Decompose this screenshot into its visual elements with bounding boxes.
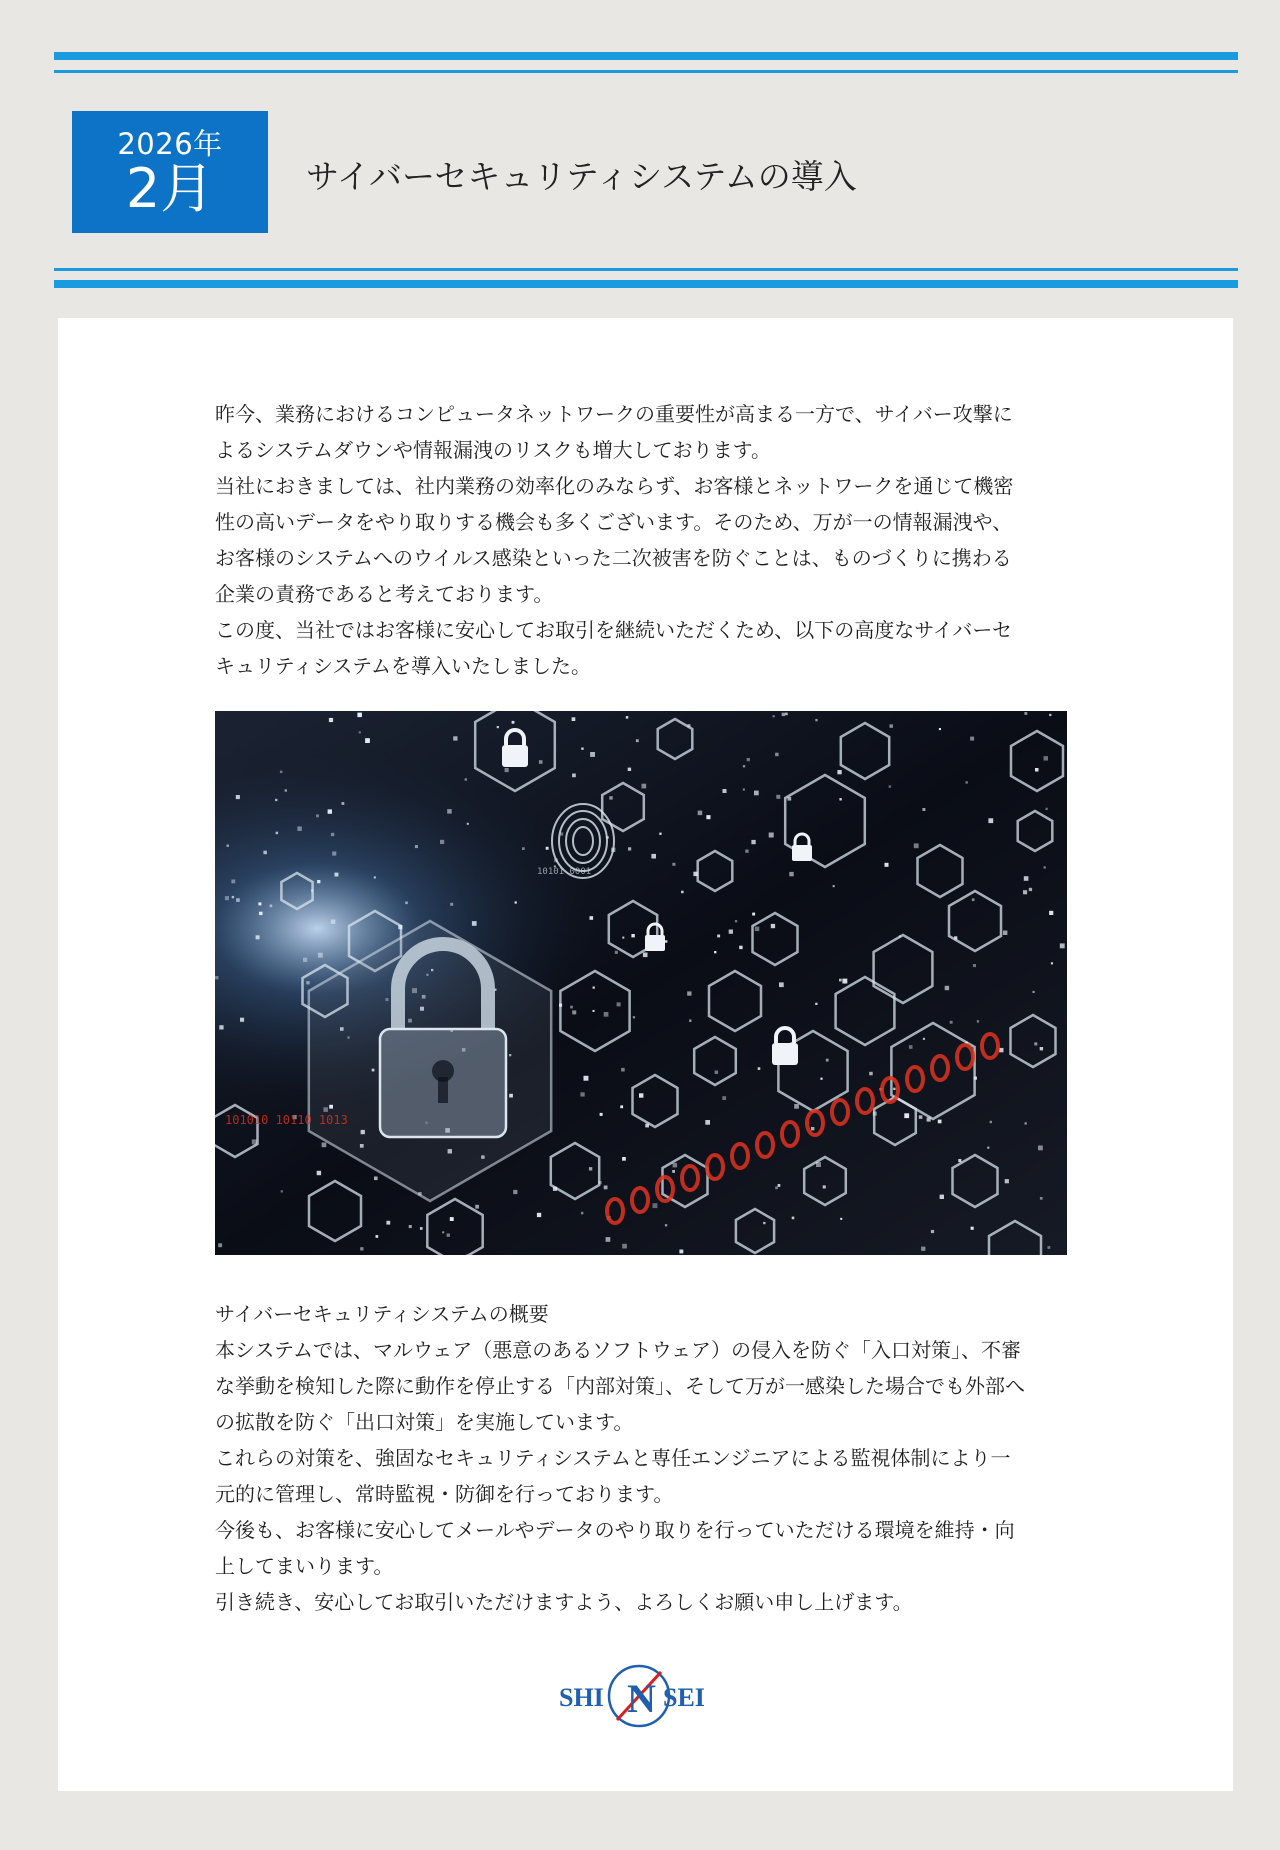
data-dot — [672, 863, 675, 866]
data-dot — [743, 765, 745, 767]
data-dot — [360, 1144, 364, 1148]
data-dot — [1060, 943, 1065, 948]
data-dot — [679, 1250, 683, 1254]
data-dot — [833, 885, 835, 887]
content-panel — [58, 318, 1233, 1791]
data-dot — [622, 1157, 626, 1161]
data-dot — [769, 833, 774, 838]
data-dot — [572, 1010, 576, 1014]
cybersecurity-illustration — [215, 711, 1067, 1255]
data-dot — [465, 778, 467, 780]
data-dot — [919, 1115, 923, 1119]
data-dot — [938, 1120, 942, 1124]
data-dot — [743, 789, 745, 791]
data-dot — [758, 1067, 761, 1070]
data-dot — [442, 1231, 444, 1233]
data-dot — [218, 1243, 222, 1247]
data-dot — [966, 781, 968, 783]
data-dot — [763, 1222, 765, 1224]
data-dot — [717, 935, 720, 938]
data-dot — [467, 823, 469, 825]
data-dot — [645, 1124, 649, 1128]
data-dot — [988, 818, 993, 823]
data-dot — [236, 898, 240, 902]
data-dot — [971, 1227, 974, 1230]
cybersecurity-image — [215, 711, 1067, 1255]
data-dot — [412, 988, 417, 993]
data-dot — [839, 979, 842, 982]
data-dot — [328, 809, 332, 813]
data-dot — [559, 1004, 562, 1007]
data-dot — [1044, 866, 1046, 868]
data-dot — [771, 924, 775, 928]
data-dot — [1033, 991, 1035, 993]
data-dot — [280, 771, 283, 774]
data-dot — [715, 1071, 719, 1075]
data-dot — [227, 845, 229, 847]
data-dot — [386, 998, 389, 1001]
data-dot — [219, 1025, 223, 1029]
data-dot — [398, 925, 402, 929]
data-dot — [816, 1162, 821, 1167]
data-dot — [276, 832, 279, 835]
data-dot — [263, 851, 267, 855]
data-dot — [420, 1007, 424, 1011]
data-dot — [651, 854, 656, 859]
company-logo — [557, 1660, 717, 1732]
data-dot — [778, 1184, 781, 1187]
data-dot — [256, 935, 260, 939]
data-dot — [317, 880, 320, 883]
data-dot — [513, 1190, 517, 1194]
data-dot — [745, 850, 748, 853]
data-dot — [420, 1227, 423, 1230]
data-dot — [572, 774, 576, 778]
data-dot — [415, 845, 418, 848]
data-dot — [372, 1069, 375, 1072]
data-dot — [522, 847, 525, 850]
data-dot — [281, 1190, 283, 1192]
data-dot — [215, 976, 218, 979]
data-dot — [593, 1010, 595, 1012]
data-dot — [418, 1192, 421, 1195]
data-dot — [331, 833, 334, 836]
data-dot — [376, 1235, 379, 1238]
data-dot — [904, 1113, 909, 1118]
header-rule-top-thick — [54, 52, 1238, 60]
data-dot — [1024, 712, 1027, 715]
data-dot — [329, 718, 333, 722]
data-dot — [687, 991, 691, 995]
data-dot — [885, 863, 889, 867]
data-dot — [405, 902, 408, 905]
data-dot — [440, 840, 444, 844]
data-dot — [776, 795, 780, 799]
data-dot — [626, 716, 629, 719]
data-dot — [837, 770, 841, 774]
data-dot — [365, 738, 370, 743]
data-dot — [1003, 931, 1008, 936]
logo-text-right: SEI — [663, 1683, 705, 1712]
data-dot — [466, 1254, 468, 1255]
data-dot — [873, 1112, 877, 1116]
data-dot — [258, 902, 261, 905]
data-dot — [1005, 1179, 1009, 1183]
data-dot — [681, 891, 684, 894]
data-dot — [688, 724, 691, 727]
data-dot — [773, 715, 775, 717]
data-dot — [1040, 1197, 1043, 1200]
data-dot — [705, 1120, 710, 1125]
data-dot — [1035, 768, 1039, 772]
shinsei-logo-mark — [557, 1660, 717, 1732]
data-dot — [297, 827, 301, 831]
data-dot — [1025, 1122, 1027, 1124]
data-dot — [409, 1225, 412, 1228]
data-dot — [240, 1018, 244, 1022]
data-dot — [815, 719, 817, 721]
data-dot — [927, 1118, 931, 1122]
data-dot — [604, 1186, 608, 1190]
data-dot — [689, 1020, 691, 1022]
data-dot — [914, 843, 919, 848]
data-dot — [889, 785, 892, 788]
data-dot — [950, 1021, 953, 1024]
data-dot — [755, 927, 760, 932]
data-dot — [987, 1147, 989, 1149]
data-dot — [970, 737, 974, 741]
data-dot — [1045, 808, 1047, 810]
data-dot — [450, 1217, 454, 1221]
data-dot — [945, 986, 949, 990]
data-dot — [779, 982, 784, 987]
data-dot — [225, 896, 229, 900]
data-dot — [431, 969, 433, 971]
data-dot — [426, 974, 428, 976]
data-dot — [785, 713, 788, 716]
data-dot — [360, 1247, 363, 1250]
data-dot — [512, 721, 515, 724]
data-dot — [285, 789, 287, 791]
data-dot — [322, 1143, 327, 1148]
data-dot — [589, 1167, 592, 1170]
data-dot — [342, 802, 345, 805]
data-dot — [693, 872, 697, 876]
data-dot — [259, 912, 262, 915]
data-dot — [590, 916, 594, 920]
data-dot — [1024, 876, 1029, 881]
data-dot — [1049, 714, 1051, 716]
data-dot — [311, 890, 313, 892]
data-dot — [335, 873, 339, 877]
data-dot — [923, 1038, 925, 1040]
data-dot — [751, 840, 755, 844]
data-dot — [939, 728, 941, 730]
data-dot — [570, 1006, 573, 1009]
data-dot — [665, 940, 667, 942]
data-dot — [590, 752, 595, 757]
header-rule-top-thin — [54, 70, 1238, 73]
binary-label-top: 10101 0001 — [537, 867, 592, 877]
data-dot — [497, 726, 499, 728]
data-dot — [990, 1121, 992, 1123]
data-dot — [723, 789, 727, 793]
data-dot — [672, 1170, 675, 1173]
data-dot — [653, 1203, 658, 1208]
data-dot — [604, 1012, 609, 1017]
date-year: 2026年 — [117, 127, 223, 161]
data-dot — [357, 713, 362, 718]
data-dot — [921, 1247, 925, 1251]
data-dot — [665, 1224, 667, 1226]
data-dot — [820, 1078, 822, 1080]
data-dot — [622, 1244, 627, 1249]
data-dot — [628, 847, 631, 850]
data-dot — [899, 935, 901, 937]
data-dot — [447, 809, 452, 814]
data-dot — [422, 995, 426, 999]
data-dot — [1034, 1042, 1037, 1045]
data-dot — [572, 717, 576, 721]
data-dot — [303, 958, 307, 962]
data-dot — [977, 1020, 979, 1022]
data-dot — [505, 768, 509, 772]
data-dot — [706, 815, 710, 819]
data-dot — [972, 898, 975, 901]
data-dot — [673, 1163, 678, 1168]
data-dot — [775, 753, 779, 757]
data-dot — [581, 1212, 584, 1215]
data-dot — [374, 876, 376, 878]
data-dot — [347, 1036, 349, 1038]
data-dot — [893, 1088, 895, 1090]
data-dot — [815, 1003, 817, 1005]
data-dot — [359, 731, 361, 733]
data-dot — [622, 937, 624, 939]
data-dot — [722, 1096, 726, 1100]
data-dot — [973, 964, 976, 967]
data-dot — [509, 1094, 513, 1098]
data-dot — [842, 979, 847, 984]
data-dot — [231, 880, 235, 884]
data-dot — [553, 1187, 557, 1191]
data-dot — [447, 1234, 450, 1237]
data-dot — [1049, 911, 1053, 915]
data-dot — [252, 1139, 257, 1144]
data-dot — [323, 1107, 328, 1112]
data-dot — [1040, 1047, 1043, 1050]
data-dot — [361, 1130, 365, 1134]
binary-label-left: 101010 10110 1013 — [225, 1113, 348, 1127]
data-dot — [316, 814, 319, 817]
data-dot — [747, 758, 750, 761]
data-dot — [735, 920, 737, 922]
data-dot — [714, 951, 716, 953]
data-dot — [606, 1237, 611, 1242]
date-month: 2月 — [125, 157, 215, 220]
data-dot — [581, 748, 583, 750]
data-dot — [329, 1105, 333, 1109]
data-dot — [472, 921, 477, 926]
logo-text-mid: N — [627, 1676, 656, 1721]
data-dot — [754, 791, 759, 796]
data-dot — [782, 713, 785, 716]
data-dot — [332, 852, 336, 856]
data-dot — [775, 1187, 778, 1190]
data-dot — [275, 799, 277, 801]
date-badge — [72, 111, 268, 233]
data-dot — [481, 1155, 484, 1158]
data-dot — [974, 1077, 977, 1080]
data-dot — [826, 1059, 829, 1062]
data-dot — [270, 905, 273, 908]
data-dot — [386, 1221, 390, 1225]
data-dot — [922, 808, 925, 811]
data-dot — [515, 901, 517, 903]
data-dot — [1044, 756, 1049, 761]
data-dot — [232, 896, 234, 898]
data-dot — [408, 1019, 412, 1023]
data-dot — [642, 784, 647, 789]
data-dot — [317, 1171, 321, 1175]
data-dot — [593, 987, 595, 989]
data-dot — [739, 946, 742, 949]
data-dot — [698, 811, 703, 816]
data-dot — [869, 1072, 873, 1076]
data-dot — [509, 1054, 511, 1056]
data-dot — [448, 1149, 452, 1153]
data-dot — [839, 798, 841, 800]
data-dot — [453, 736, 457, 740]
data-dot — [306, 981, 309, 984]
header-rule-bottom-thin — [54, 268, 1238, 271]
data-dot — [584, 1076, 589, 1081]
data-dot — [752, 913, 755, 916]
overview-paragraph: サイバーセキュリティシステムの概要 本システムでは、マルウェア（悪意のあるソフトウェア）の侵入を防ぐ「入口対策」、不審 な挙動を検知した際に動作を停止する「内部対策」、そして万が一感染した場合でも外部へ の拡散を防ぐ「出口対策」を実施しています。 これらの対策を、強固なセキュリティシステムと専任エンジニアによる監視体制により一 元的に管理し、常時監視・防御を行っております。 今後も、お客様に安心してメールやデータのやり取りを行っていただける環境を維持・向 上してまいります。 引き続き、安心してお取引いただけますよう、よろしくお願い申し上げます。 — [215, 1302, 1025, 1614]
data-dot — [823, 1185, 826, 1188]
data-dot — [792, 1217, 795, 1220]
data-dot — [546, 847, 549, 850]
data-dot — [628, 768, 631, 771]
data-dot — [1023, 890, 1027, 894]
data-dot — [1051, 962, 1053, 964]
data-dot — [475, 1205, 479, 1209]
data-dot — [537, 1213, 541, 1217]
data-dot — [580, 1092, 584, 1096]
data-dot — [639, 1093, 643, 1097]
data-dot — [621, 1068, 625, 1072]
data-dot — [617, 1002, 621, 1006]
data-dot — [600, 1113, 603, 1116]
data-dot — [890, 724, 893, 727]
data-dot — [609, 796, 612, 799]
data-dot — [236, 795, 240, 799]
data-dot — [331, 920, 335, 924]
logo-text-left: SHI — [559, 1683, 604, 1712]
data-dot — [450, 903, 453, 906]
data-dot — [1038, 1146, 1043, 1151]
data-dot — [788, 797, 792, 801]
data-dot — [374, 1177, 378, 1181]
data-dot — [318, 953, 323, 958]
data-dot — [633, 1016, 635, 1018]
data-dot — [909, 1045, 913, 1049]
data-dot — [636, 739, 639, 742]
data-dot — [931, 1230, 934, 1233]
data-dot — [620, 1105, 623, 1108]
data-dot — [539, 760, 543, 764]
data-dot — [729, 930, 733, 934]
data-dot — [615, 951, 618, 954]
data-dot — [840, 1218, 842, 1220]
data-dot — [958, 1159, 961, 1162]
header-rule-bottom-thick — [54, 280, 1238, 288]
data-dot — [340, 1027, 344, 1031]
data-dot — [940, 1195, 944, 1199]
data-dot — [811, 1127, 814, 1130]
data-dot — [643, 953, 648, 958]
data-dot — [659, 833, 661, 835]
data-dot — [794, 1104, 799, 1109]
data-dot — [1048, 1246, 1051, 1249]
data-dot — [1029, 888, 1032, 891]
data-dot — [598, 1181, 601, 1184]
intro-paragraph: 昨今、業務におけるコンピュータネットワークの重要性が高まる一方で、サイバー攻撃に よるシステムダウンや情報漏洩のリスクも増大しております。 当社におきましては、社内業務の効率化のみならず、お客様とネットワークを通じて機密 性の高いデータをやり取りする機会も多くございます。そのため、万が一の情報漏洩や、 お客様のシステムへのウイルス感染といった二次被害を防ぐことは、ものづくりに携わる 企業の責務であると考えております。 この度、当社ではお客様に安心してお取引を継続いただくため、以下の高度なサイバーセ キュリティシステムを導入いたしました。 — [215, 402, 1014, 678]
data-dot — [789, 872, 793, 876]
data-dot — [631, 934, 634, 937]
page-title: サイバーセキュリティシステムの導入 — [306, 157, 857, 196]
data-dot — [954, 936, 957, 939]
